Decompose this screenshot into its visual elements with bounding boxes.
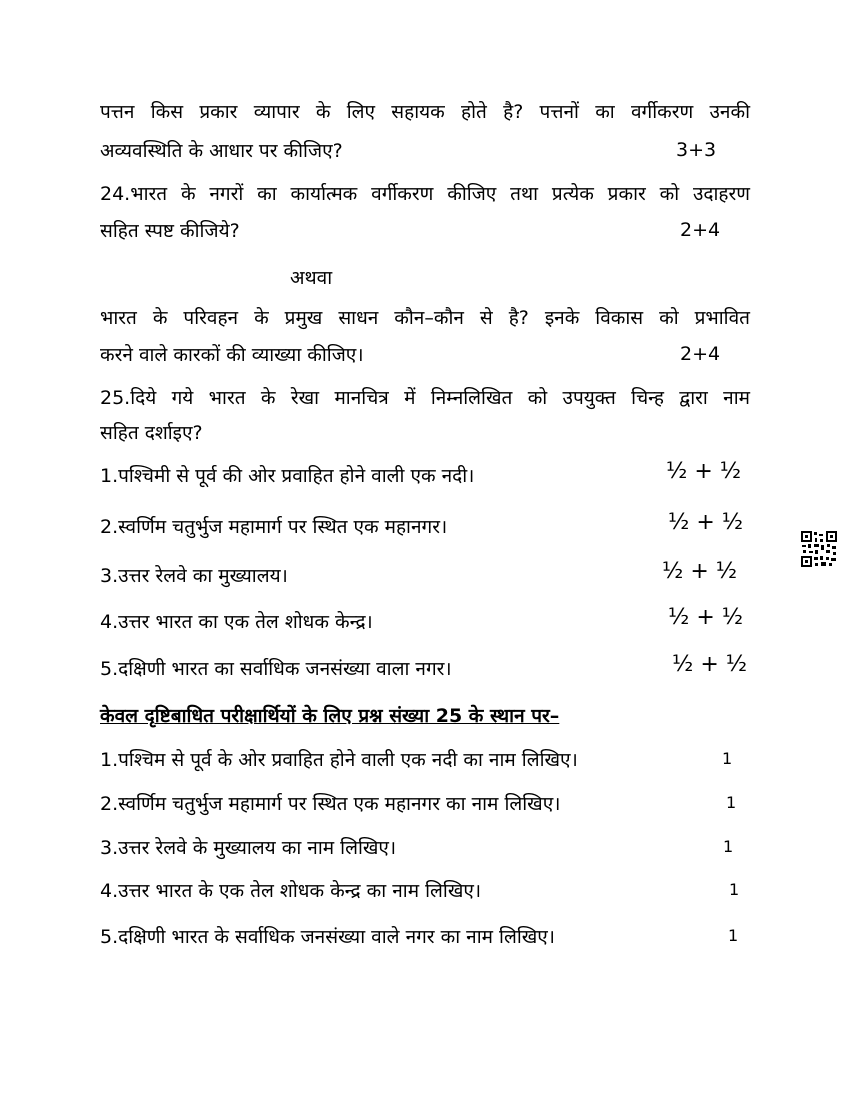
q25-item-4-marks: ½ + ½ [668,605,744,630]
q25-item-3-marks: ½ + ½ [662,559,738,584]
qr-code-icon [800,530,838,568]
q24-line1: 24.भारत के नगरों का कार्यात्मक वर्गीकरण कीजिए तथा प्रत्येक प्रकार को उदाहरण [100,183,750,205]
vi-item-1-marks: 1 [722,749,733,768]
vi-item-4-marks: 1 [729,880,740,899]
q24-line2: सहित स्पष्ट कीजिये? [100,220,240,242]
q24-marks: 2+4 [680,219,721,241]
q23-alt-line2: अव्यवस्थिति के आधार पर कीजिए? [100,140,343,162]
q23-alt-marks: 3+3 [676,139,717,161]
vi-item-5: 5.दक्षिणी भारत के सर्वाधिक जनसंख्या वाले नगर का नाम लिखिए। [100,926,556,948]
q25-item-2-marks: ½ + ½ [668,510,744,535]
q25-item-1-marks: ½ + ½ [666,459,742,484]
q25-item-3: 3.उत्तर रेलवे का मुख्यालय। [100,565,288,587]
vi-item-1: 1.पश्चिम से पूर्व के ओर प्रवाहित होने वाली एक नदी का नाम लिखिए। [100,749,578,771]
vi-item-5-marks: 1 [728,926,739,945]
q24-alt-marks: 2+4 [680,343,721,365]
q25-item-2: 2.स्वर्णिम चतुर्भुज महामार्ग पर स्थित एक महानगर। [100,516,448,538]
q24-alt-line1: भारत के परिवहन के प्रमुख साधन कौन–कौन से है? इनके विकास को प्रभावित [100,307,750,329]
q25-item-5: 5.दक्षिणी भारत का सर्वाधिक जनसंख्या वाला नगर। [100,658,452,680]
q25-line2: सहित दर्शाइए? [100,422,203,444]
vi-item-4: 4.उत्तर भारत के एक तेल शोधक केन्द्र का नाम लिखिए। [100,880,482,902]
vi-item-3: 3.उत्तर रेलवे के मुख्यालय का नाम लिखिए। [100,837,397,859]
q24-alt-line2: करने वाले कारकों की व्याख्या कीजिए। [100,344,364,366]
vi-item-2-marks: 1 [726,793,737,812]
or-label: अथवा [290,267,333,289]
vi-heading: केवल दृष्टिबाधित परीक्षार्थियों के लिए प्रश्न संख्या 25 के स्थान पर– [100,705,560,727]
q25-item-1: 1.पश्चिमी से पूर्व की ओर प्रवाहित होने वाली एक नदी। [100,465,475,487]
vi-item-3-marks: 1 [723,837,734,856]
q25-line1: 25.दिये गये भारत के रेखा मानचित्र में निम्नलिखित को उपयुक्त चिन्ह द्वारा नाम [100,387,750,409]
vi-item-2: 2.स्वर्णिम चतुर्भुज महामार्ग पर स्थित एक महानगर का नाम लिखिए। [100,793,561,815]
q25-item-5-marks: ½ + ½ [672,652,748,677]
q25-item-4: 4.उत्तर भारत का एक तेल शोधक केन्द्र। [100,611,373,633]
q23-alt-line1: पत्तन किस प्रकार व्यापार के लिए सहायक होते है? पत्तनों का वर्गीकरण उनकी [100,101,750,123]
